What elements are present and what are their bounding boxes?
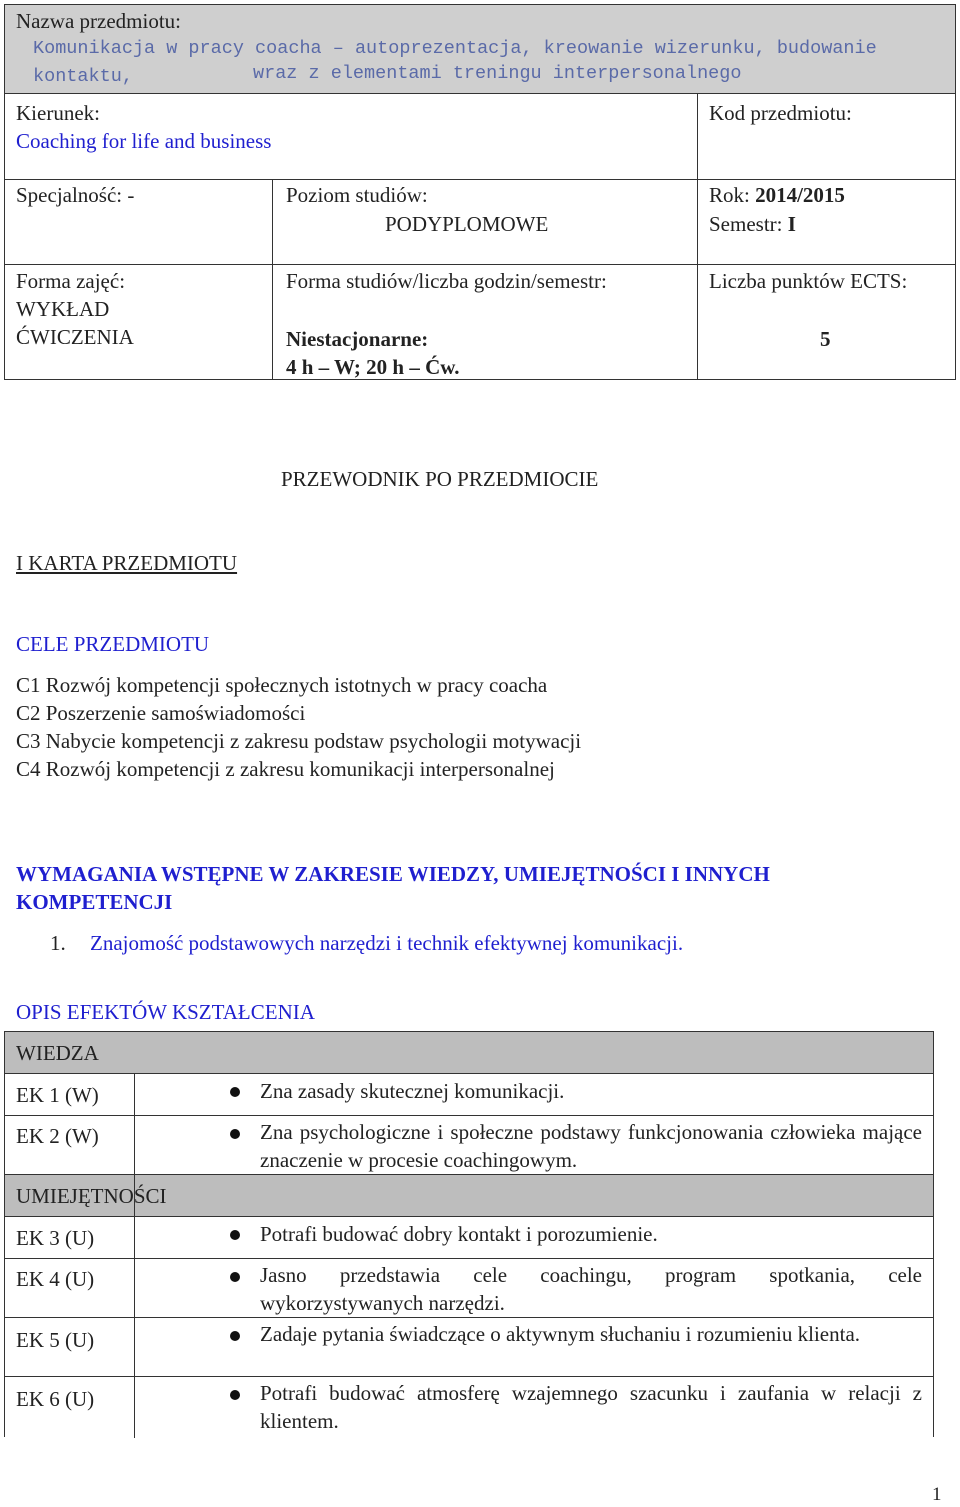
outcome-code: EK 3 (U) (16, 1226, 95, 1250)
bullet-icon (230, 1390, 240, 1400)
outcome-text: Potrafi budować dobry kontakt i porozumienie. (260, 1222, 658, 1246)
course-code-label: Kod przedmiotu: (709, 101, 852, 125)
specialty: Specjalność: - (16, 183, 135, 207)
requirement-number: 1. (50, 931, 66, 955)
outcome-code: EK 6 (U) (16, 1387, 95, 1411)
outcome-code: EK 1 (W) (16, 1083, 99, 1107)
course-name-line2: wraz z elementami treningu interpersonalnego (253, 63, 742, 84)
outcome-text: Potrafi budować atmosferę wzajemnego szacunku i zaufania w relacji z klientem. (260, 1381, 922, 1433)
course-name-line1: Komunikacja w pracy coacha – autoprezentacja, kreowanie wizerunku, budowanie kontaktu, (33, 38, 877, 87)
goals-list (16, 671, 581, 783)
outcome-code: EK 4 (U) (16, 1267, 95, 1291)
academic-year: Rok: 2014/2015 (709, 183, 845, 207)
field-value: Coaching for life and business (16, 129, 272, 153)
form-row (5, 265, 955, 379)
requirements-heading-line2: KOMPETENCJI (16, 890, 173, 914)
outcomes-heading: OPIS EFEKTÓW KSZTAŁCENIA (16, 1000, 315, 1024)
outcome-text: Zna psychologiczne i społeczne podstawy funkcjonowania człowieka mające znaczenie w procesie coachingowym. (260, 1120, 922, 1172)
study-form-label: Forma studiów/liczba godzin/semestr: (286, 269, 607, 293)
knowledge-label: WIEDZA (16, 1041, 99, 1065)
outcome-text: Jasno przedstawia cele coachingu, program spotkania, cele wykorzystywanych narzędzi. (260, 1263, 922, 1315)
class-form-exercises: ĆWICZENIA (16, 325, 134, 349)
column-divider (697, 94, 698, 379)
outcome-text: Zadaje pytania świadczące o aktywnym słuchaniu i rozumieniu klienta. (260, 1322, 861, 1346)
class-form-label: Forma zajęć: (16, 269, 126, 293)
card-title: I KARTA PRZEDMIOTU (16, 551, 238, 575)
column-divider (134, 1074, 135, 1438)
guide-title: PRZEWODNIK PO PRZEDMIOCIE (281, 467, 599, 491)
class-form-lecture: WYKŁAD (16, 297, 110, 321)
requirements-heading (16, 860, 770, 916)
course-header-table (4, 4, 956, 380)
requirement-text: Znajomość podstawowych narzędzi i technik efektywnej komunikacji. (90, 931, 684, 955)
ects-label: Liczba punktów ECTS: (709, 269, 908, 293)
course-name-row (5, 5, 955, 94)
goal-item: C2 Poszerzenie samoświadomości (16, 701, 306, 725)
goals-heading: CELE PRZEDMIOTU (16, 632, 210, 656)
outcome-row (5, 1259, 933, 1318)
skills-label: UMIEJĘTNOŚCI (16, 1184, 167, 1208)
bullet-icon (230, 1272, 240, 1282)
outcome-row (5, 1377, 933, 1438)
bullet-icon (230, 1129, 240, 1139)
requirements-heading-line1: WYMAGANIA WSTĘPNE W ZAKRESIE WIEDZY, UMIEJĘTNOŚCI I INNYCH (16, 862, 770, 886)
outcome-code: EK 5 (U) (16, 1328, 95, 1352)
level-label: Poziom studiów: (286, 183, 428, 207)
level-row (5, 180, 955, 265)
field-row (5, 94, 955, 180)
study-form-mode: Niestacjonarne: (286, 327, 429, 351)
ects-value: 5 (820, 327, 831, 351)
skills-section-row (5, 1175, 933, 1217)
outcome-row (5, 1074, 933, 1116)
level-value: PODYPLOMOWE (385, 212, 549, 236)
goal-item: C4 Rozwój kompetencji z zakresu komunikacji interpersonalnej (16, 757, 555, 781)
semester: Semestr: I (709, 212, 796, 236)
outcome-row (5, 1318, 933, 1377)
course-name-label: Nazwa przedmiotu: (16, 9, 182, 33)
outcome-row (5, 1217, 933, 1259)
outcomes-table (4, 1031, 934, 1437)
outcome-row (5, 1116, 933, 1175)
goal-item: C3 Nabycie kompetencji z zakresu podstaw psychologii motywacji (16, 729, 582, 753)
column-divider (272, 180, 273, 379)
study-form-hours: 4 h – W; 20 h – Ćw. (286, 355, 460, 379)
outcome-code: EK 2 (W) (16, 1124, 99, 1148)
outcome-text: Zna zasady skutecznej komunikacji. (260, 1079, 565, 1103)
goal-item: C1 Rozwój kompetencji społecznych istotnych w pracy coacha (16, 673, 548, 697)
bullet-icon (230, 1087, 240, 1097)
bullet-icon (230, 1331, 240, 1341)
field-label: Kierunek: (16, 101, 100, 125)
bullet-icon (230, 1230, 240, 1240)
page-number: 1 (932, 1484, 942, 1505)
knowledge-section-row (5, 1032, 933, 1074)
